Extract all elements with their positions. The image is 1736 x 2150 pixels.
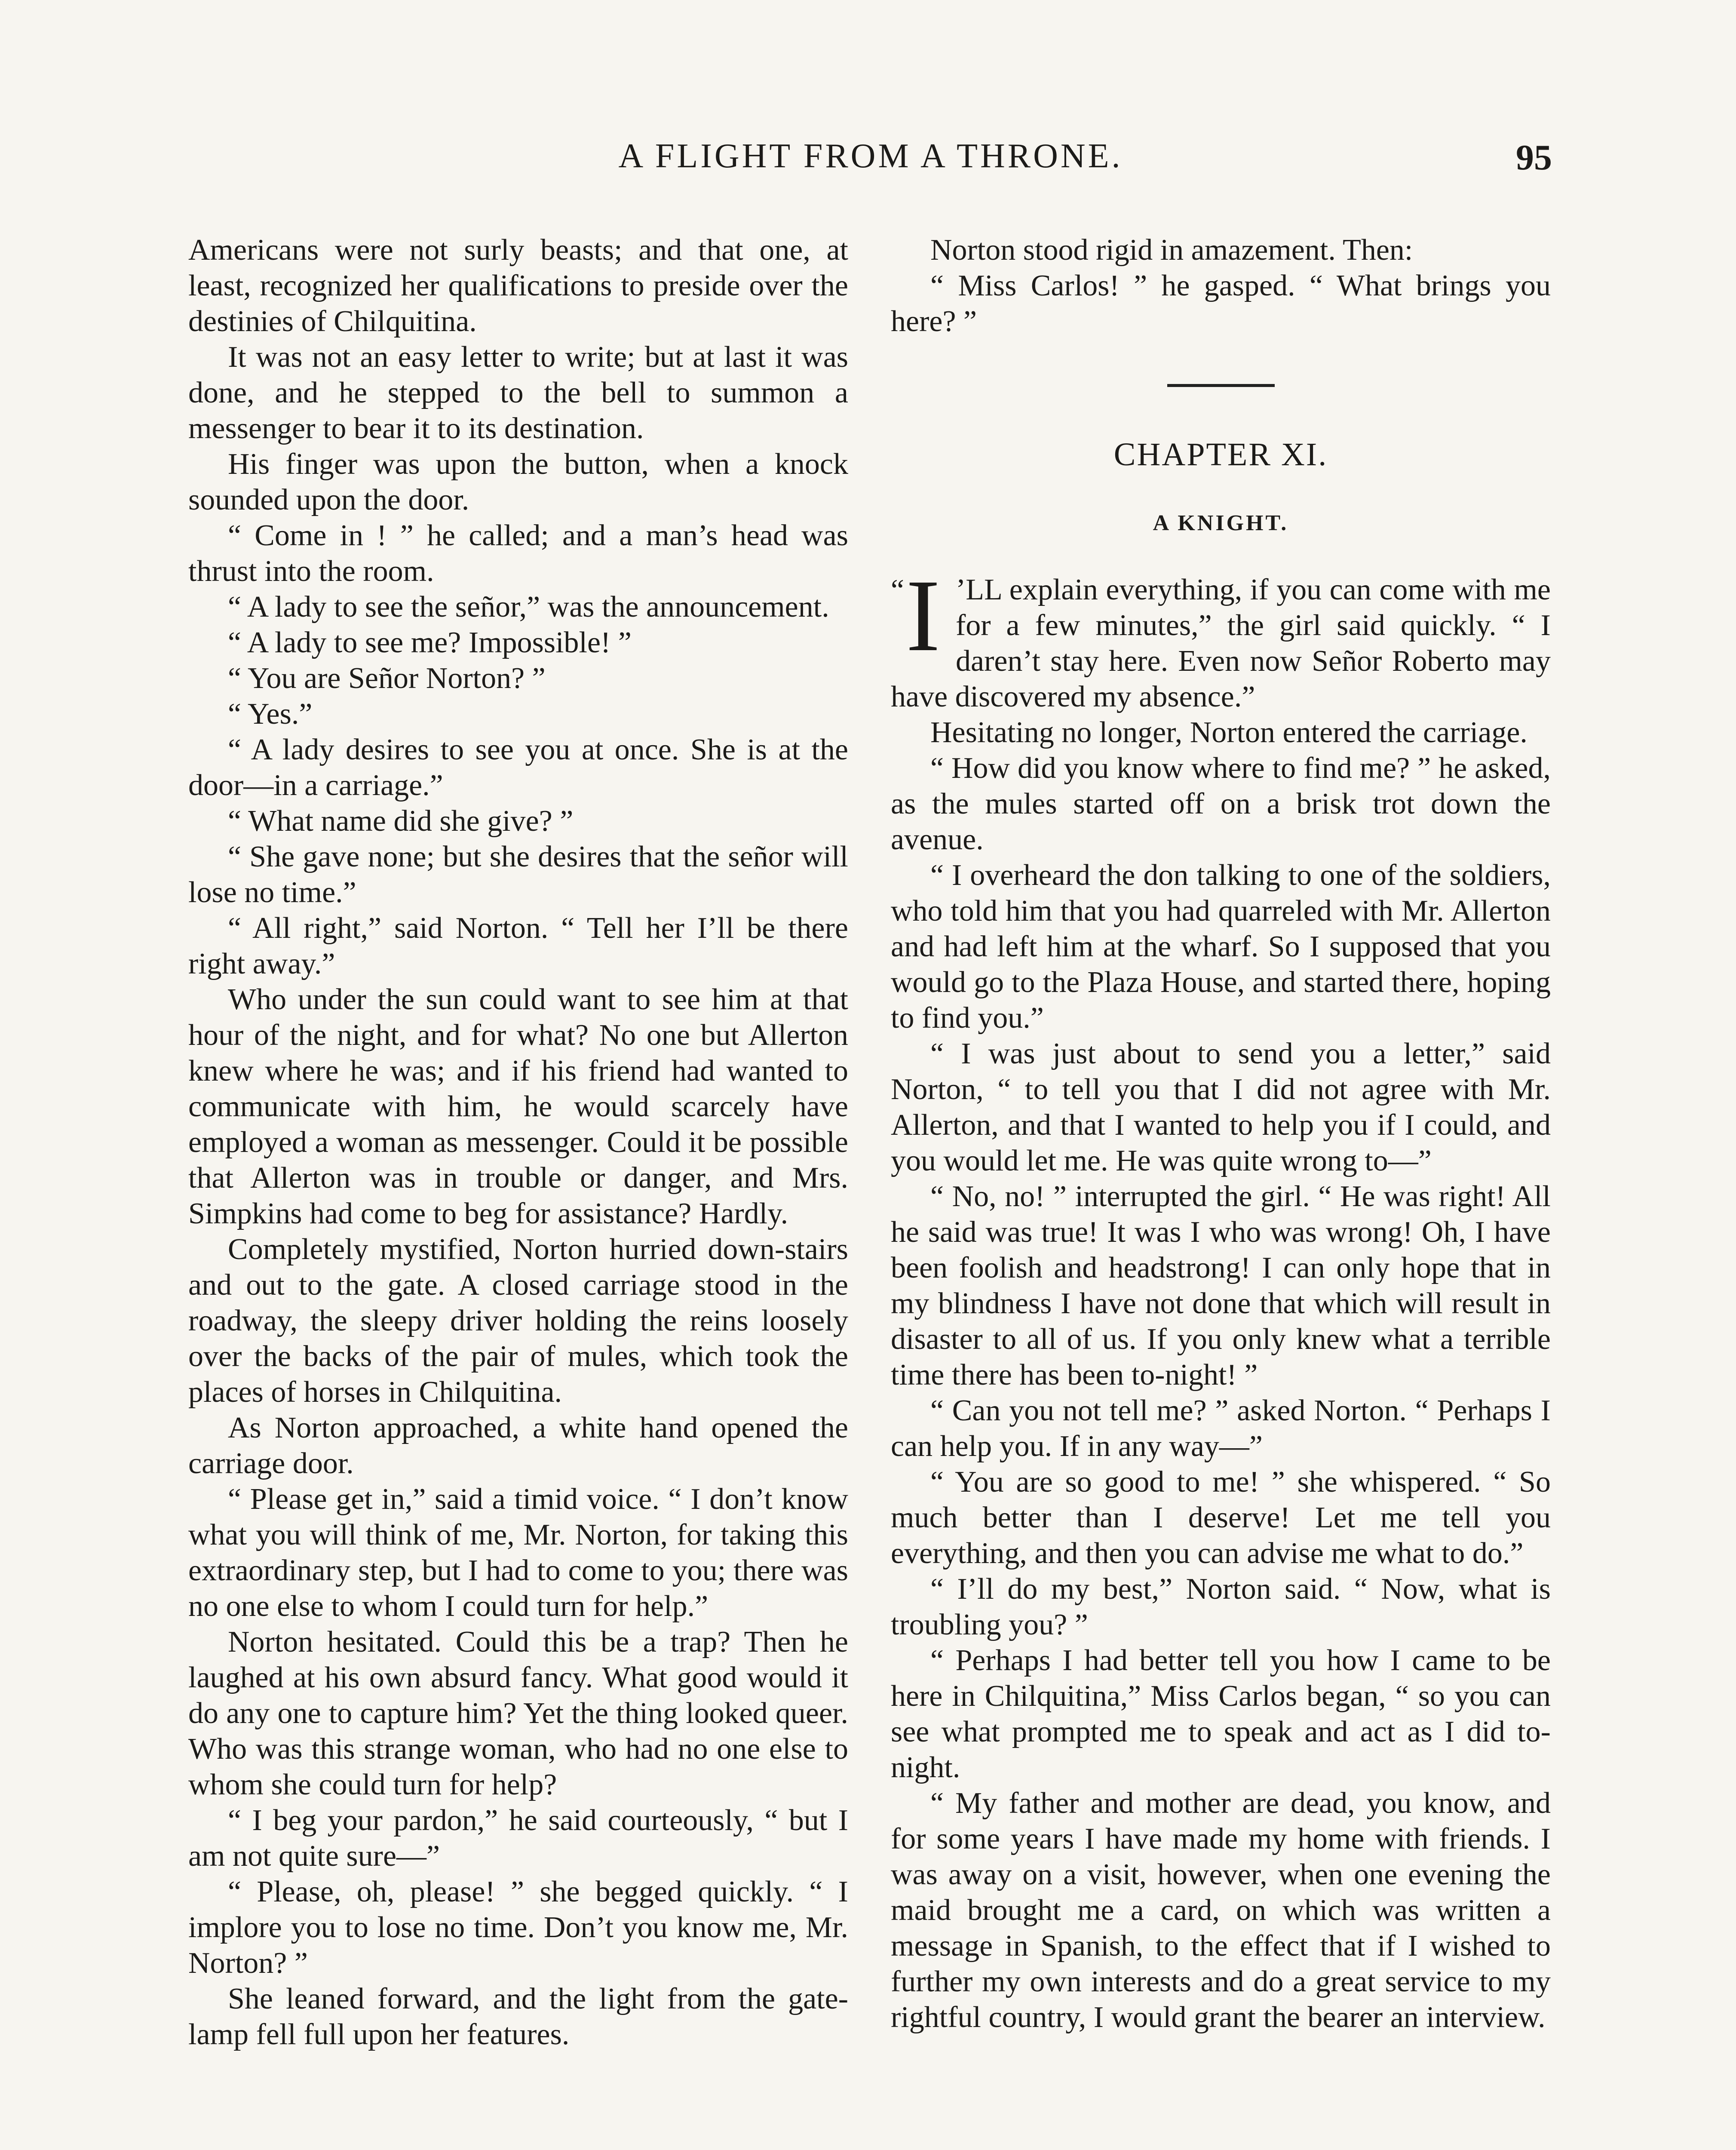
paragraph: “ I beg your pardon,” he said courteously, “ but I am not quite sure—”	[188, 1804, 848, 1873]
paragraph: Hesitating no longer, Norton entered the carriage.	[930, 716, 1527, 749]
paragraph: “ Miss Carlos! ” he gasped. “ What brings you here? ”	[891, 269, 1551, 338]
paragraph: “ You are so good to me! ” she whispered. “ So much better than I deserve! Let me tell you everything, and then you can advise me what to do.”	[891, 1465, 1551, 1570]
paragraph: “ A lady desires to see you at once. She is at the door—in a carriage.”	[188, 733, 848, 802]
paragraph: Americans were not surly beasts; and that one, at least, recognized her qualifications to preside over the destinies of Chilquitina.	[188, 233, 848, 338]
chapter-subtitle: A KNIGHT.	[1153, 511, 1289, 535]
running-title: A FLIGHT FROM A THRONE.	[618, 137, 1123, 175]
paragraph: “ Come in ! ” he called; and a man’s head was thrust into the room.	[188, 519, 848, 588]
drop-quote: “	[891, 574, 905, 607]
section-divider	[1167, 384, 1275, 387]
paragraph: “ I’ll do my best,” Norton said. “ Now, what is troubling you? ”	[891, 1573, 1551, 1641]
paragraph: “ Please, oh, please! ” she begged quickly. “ I implore you to lose no time. Don’t you know me, Mr. Norton? ”	[188, 1875, 848, 1980]
paragraph: “ All right,” said Norton. “ Tell her I’ll be there right away.”	[188, 912, 848, 980]
paragraph: Norton hesitated. Could this be a trap? Then he laughed at his own absurd fancy. What good would it do any one to capture him? Yet the thing looked queer. Who was this strange woman, who had no one else to whom she could turn for help?	[188, 1625, 848, 1801]
paragraph: His finger was upon the button, when a knock sounded upon the door.	[188, 448, 848, 516]
paragraph: “ My father and mother are dead, you know, and for some years I have made my home with friends. I was away on a visit, however, when one evening the maid brought me a card, on which was written a message in Spanish, to the effect that if I wished to further my own interests and do a great service to my rightful country, I would grant the bearer an interview.	[891, 1787, 1551, 2034]
left-column	[188, 232, 848, 2052]
paragraph: “ No, no! ” interrupted the girl. “ He was right! All he said was true! It was I who was wrong! Oh, I have been foolish and headstrong! I can only hope that in my blindness I have not done that which will result in disaster to all of us. If you only knew what a terrible time there has been to-night! ”	[891, 1180, 1551, 1391]
paragraph: “ I overheard the don talking to one of the soldiers, who told him that you had quarreled with Mr. Allerton and had left him at the wharf. So I supposed that you would go to the Plaza House, and started there, hoping to find you.”	[891, 859, 1551, 1035]
paragraph: Norton stood rigid in amazement. Then:	[930, 233, 1413, 267]
opening-text: ’LL explain everything, if you can come with me for a few minutes,” the girl said quickly. “ I daren’t stay here. Even now Señor Roberto may have discovered my absence.”	[891, 573, 1551, 713]
paragraph: “ Yes.”	[228, 697, 313, 731]
paragraph: “ A lady to see the señor,” was the announcement.	[228, 590, 829, 624]
paragraph: She leaned forward, and the light from the gate-lamp fell full upon her features.	[188, 1982, 848, 2051]
paragraph: “ Please get in,” said a timid voice. “ I don’t know what you will think of me, Mr. Norton, for taking this extraordinary step, but I had to come to you; there was no one else to whom I could turn for help.”	[188, 1483, 848, 1623]
paragraph: “ You are Señor Norton? ”	[228, 662, 546, 695]
chapter-title: CHAPTER XI.	[1113, 436, 1328, 473]
page-header	[189, 137, 1552, 197]
paragraph: Completely mystified, Norton hurried down-stairs and out to the gate. A closed carriage stood in the roadway, the sleepy driver holding the reins loosely over the backs of the pair of mules, which took the places of horses in Chilquitina.	[188, 1233, 848, 1409]
paragraph: “ Can you not tell me? ” asked Norton. “ Perhaps I can help you. If in any way—”	[891, 1394, 1551, 1463]
paragraph: “ What name did she give? ”	[228, 805, 574, 838]
paragraph: Who under the sun could want to see him at that hour of the night, and for what? No one but Allerton knew where he was; and if his friend had wanted to communicate with him, he would scarcely have employed a woman as messenger. Could it be possible that Allerton was in trouble or danger, and Mrs. Simpkins had come to beg for assistance? Hardly.	[188, 983, 848, 1230]
drop-cap: I	[906, 558, 940, 673]
page-number: 95	[1516, 138, 1552, 178]
paragraph: As Norton approached, a white hand opened the carriage door.	[188, 1411, 848, 1480]
paragraph: “ Perhaps I had better tell you how I came to be here in Chilquitina,” Miss Carlos began, “ so you can see what prompted me to speak and act as I did to-night.	[891, 1644, 1551, 1784]
paragraph: “ She gave none; but she desires that the señor will lose no time.”	[188, 840, 848, 909]
paragraph: “ How did you know where to find me? ” he asked, as the mules started off on a brisk trot down the avenue.	[891, 752, 1551, 856]
right-column	[891, 232, 1551, 2035]
paragraph: “ I was just about to send you a letter,” said Norton, “ to tell you that I did not agree with Mr. Allerton, and that I wanted to help you if I could, and you would let me. He was quite wrong to—”	[891, 1037, 1551, 1177]
paragraph: It was not an easy letter to write; but at last it was done, and he stepped to the bell to summon a messenger to bear it to its destination.	[188, 341, 848, 445]
chapter-opening-paragraph	[891, 558, 1551, 715]
paragraph: “ A lady to see me? Impossible! ”	[228, 626, 632, 659]
